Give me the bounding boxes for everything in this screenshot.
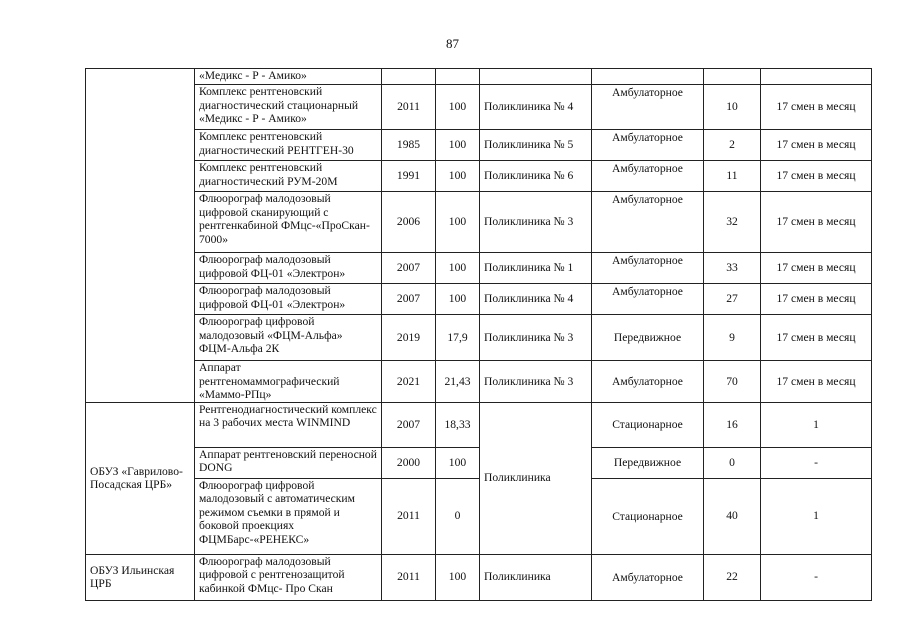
age-cell: 33 xyxy=(704,253,761,284)
shifts-cell xyxy=(761,69,872,85)
table-row xyxy=(86,284,872,315)
year-cell: 2011 xyxy=(382,85,436,130)
equipment-name: Флюорограф цифровой малодозовый «ФЦМ-Альфа» ФЦМ-Альфа 2К xyxy=(195,315,382,361)
year-cell: 2007 xyxy=(382,284,436,315)
shifts-cell: - xyxy=(761,447,872,478)
location-cell: Поликлиника xyxy=(480,554,592,600)
age-cell: 27 xyxy=(704,284,761,315)
equipment-name: Флюорограф малодозовый цифровой с рентгенозащитой кабинкой ФМцс- Про Скан xyxy=(195,554,382,600)
year-cell: 2000 xyxy=(382,447,436,478)
year-cell xyxy=(382,69,436,85)
shifts-cell: - xyxy=(761,554,872,600)
age-cell: 70 xyxy=(704,361,761,403)
shifts-cell: 17 смен в месяц xyxy=(761,284,872,315)
table-row xyxy=(86,315,872,361)
equipment-name: Комплекс рентгеновский диагностический РУМ-20М xyxy=(195,161,382,192)
age-cell: 0 xyxy=(704,447,761,478)
year-cell: 1991 xyxy=(382,161,436,192)
wear-cell: 100 xyxy=(436,447,480,478)
equipment-name: Аппарат рентгеновский переносной DONG xyxy=(195,447,382,478)
table-row xyxy=(86,402,872,447)
year-cell: 1985 xyxy=(382,130,436,161)
age-cell: 40 xyxy=(704,478,761,554)
table-row xyxy=(86,447,872,478)
location-cell: Поликлиника № 6 xyxy=(480,161,592,192)
type-cell: Амбулаторное xyxy=(592,161,704,192)
shifts-cell: 17 смен в месяц xyxy=(761,315,872,361)
age-cell xyxy=(704,69,761,85)
wear-cell: 17,9 xyxy=(436,315,480,361)
age-cell: 9 xyxy=(704,315,761,361)
type-cell: Амбулаторное xyxy=(592,253,704,284)
page-number: 87 xyxy=(446,36,459,51)
location-cell: Поликлиника № 5 xyxy=(480,130,592,161)
wear-cell: 100 xyxy=(436,253,480,284)
year-cell: 2011 xyxy=(382,478,436,554)
wear-cell: 100 xyxy=(436,192,480,253)
wear-cell: 100 xyxy=(436,130,480,161)
table-row xyxy=(86,69,872,85)
location-cell: Поликлиника № 4 xyxy=(480,85,592,130)
table-row xyxy=(86,161,872,192)
type-cell: Стационарное xyxy=(592,402,704,447)
age-cell: 2 xyxy=(704,130,761,161)
year-cell: 2007 xyxy=(382,253,436,284)
type-cell xyxy=(592,69,704,85)
wear-cell: 100 xyxy=(436,284,480,315)
location-cell: Поликлиника № 1 xyxy=(480,253,592,284)
year-cell: 2006 xyxy=(382,192,436,253)
shifts-cell: 17 смен в месяц xyxy=(761,253,872,284)
shifts-cell: 17 смен в месяц xyxy=(761,361,872,403)
org-cell-continued xyxy=(86,69,195,403)
equipment-name: Комплекс рентгеновский диагностический стационарный «Медикс - Р - Амико» xyxy=(195,85,382,130)
type-cell: Передвижное xyxy=(592,315,704,361)
age-cell: 11 xyxy=(704,161,761,192)
location-cell: Поликлиника № 3 xyxy=(480,315,592,361)
location-cell: Поликлиника № 3 xyxy=(480,361,592,403)
table-row xyxy=(86,253,872,284)
type-cell: Амбулаторное xyxy=(592,284,704,315)
type-cell: Передвижное xyxy=(592,447,704,478)
org-name: ОБУЗ Ильинская ЦРБ xyxy=(86,554,195,600)
shifts-cell: 17 смен в месяц xyxy=(761,192,872,253)
table-row xyxy=(86,554,872,600)
equipment-name: Флюорограф малодозовый цифровой ФЦ-01 «Электрон» xyxy=(195,284,382,315)
equipment-name: «Медикс - Р - Амико» xyxy=(195,69,382,85)
wear-cell: 100 xyxy=(436,85,480,130)
type-cell: Амбулаторное xyxy=(592,85,704,130)
age-cell: 10 xyxy=(704,85,761,130)
age-cell: 16 xyxy=(704,402,761,447)
type-cell: Стационарное xyxy=(592,478,704,554)
year-cell: 2021 xyxy=(382,361,436,403)
shifts-cell: 17 смен в месяц xyxy=(761,161,872,192)
shifts-cell: 1 xyxy=(761,402,872,447)
wear-cell: 0 xyxy=(436,478,480,554)
location-cell: Поликлиника № 3 xyxy=(480,192,592,253)
equipment-name: Рентгенодиагностический комплекс на 3 рабочих места WINMIND xyxy=(195,402,382,447)
shifts-cell: 17 смен в месяц xyxy=(761,85,872,130)
year-cell: 2019 xyxy=(382,315,436,361)
location-cell: Поликлиника № 4 xyxy=(480,284,592,315)
wear-cell xyxy=(436,69,480,85)
org-name: ОБУЗ «Гаврилово-Посадская ЦРБ» xyxy=(86,402,195,554)
age-cell: 32 xyxy=(704,192,761,253)
table-row xyxy=(86,478,872,554)
table-row xyxy=(86,85,872,130)
equipment-name: Флюорограф малодозовый цифровой сканирующий с рентгенкабиной ФМцс-«ПроСкан- 7000» xyxy=(195,192,382,253)
location-cell xyxy=(480,69,592,85)
equipment-table xyxy=(85,68,872,601)
wear-cell: 18,33 xyxy=(436,402,480,447)
table-row xyxy=(86,192,872,253)
wear-cell: 100 xyxy=(436,554,480,600)
equipment-name: Комплекс рентгеновский диагностический РЕНТГЕН-30 xyxy=(195,130,382,161)
shifts-cell: 1 xyxy=(761,478,872,554)
equipment-name: Аппарат рентгеномаммографический «Маммо-РПц» xyxy=(195,361,382,403)
type-cell: Амбулаторное xyxy=(592,192,704,253)
equipment-name: Флюорограф цифровой малодозовый с автоматическим режимом съемки в прямой и боковой проекциях ФЦМБарс-«РЕНЕКС» xyxy=(195,478,382,554)
age-cell: 22 xyxy=(704,554,761,600)
shifts-cell: 17 смен в месяц xyxy=(761,130,872,161)
year-cell: 2011 xyxy=(382,554,436,600)
type-cell: Амбулаторное xyxy=(592,554,704,600)
year-cell: 2007 xyxy=(382,402,436,447)
table-row xyxy=(86,130,872,161)
wear-cell: 21,43 xyxy=(436,361,480,403)
equipment-name: Флюорограф малодозовый цифровой ФЦ-01 «Электрон» xyxy=(195,253,382,284)
table-row xyxy=(86,361,872,403)
type-cell: Амбулаторное xyxy=(592,361,704,403)
location-cell: Поликлиника xyxy=(480,402,592,554)
type-cell: Амбулаторное xyxy=(592,130,704,161)
wear-cell: 100 xyxy=(436,161,480,192)
